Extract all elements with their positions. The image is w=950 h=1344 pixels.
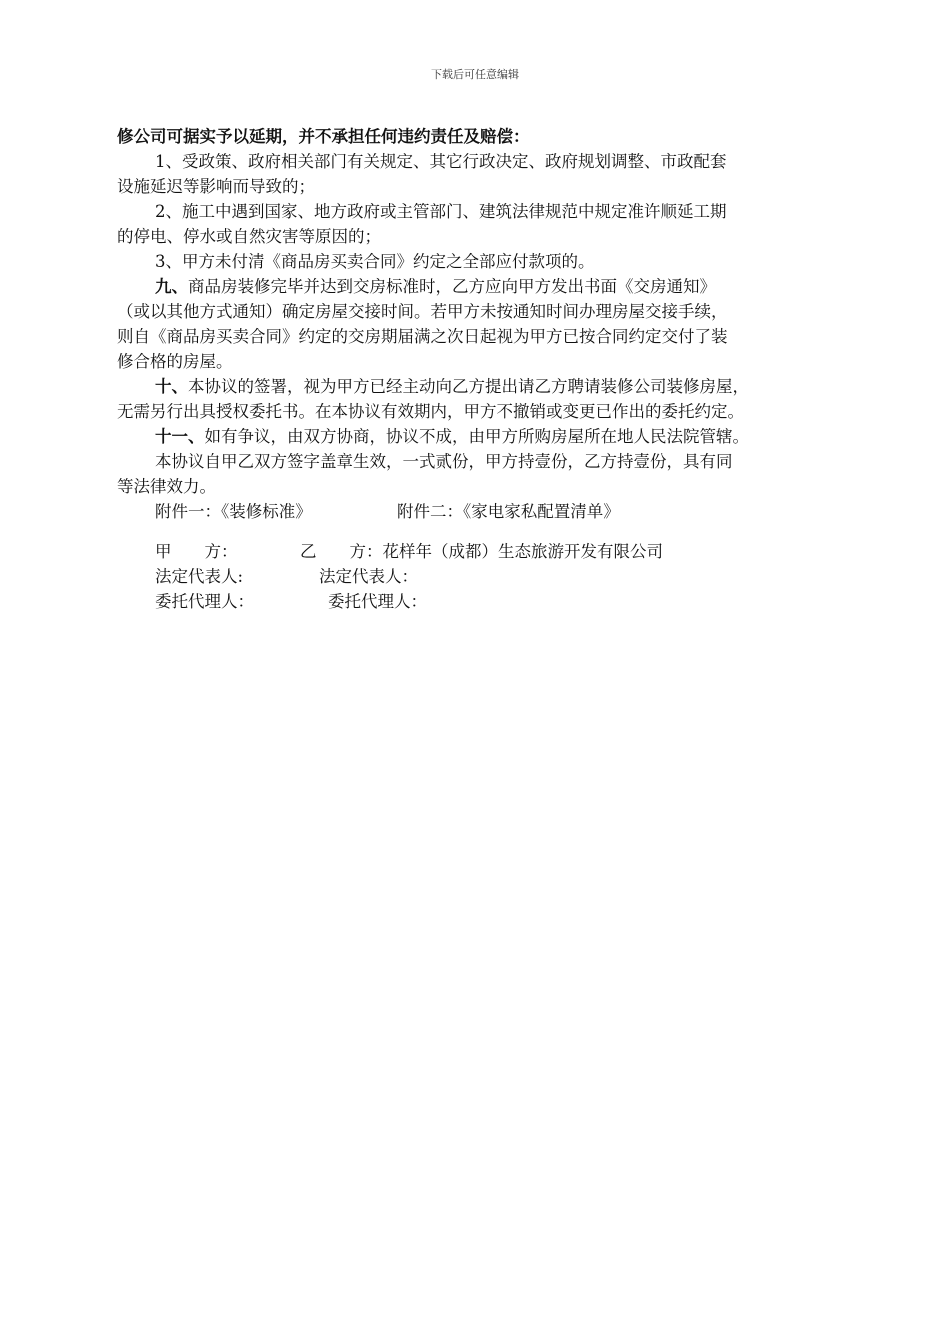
document-body xyxy=(117,124,839,614)
agent-row xyxy=(117,589,839,614)
party-b-legal-rep: 法定代表人： xyxy=(319,567,418,586)
party-a-label: 甲 方： xyxy=(155,542,238,561)
header-note: 下载后可任意编辑 xyxy=(431,68,519,81)
party-row xyxy=(117,539,839,564)
party-b-agent: 委托代理人： xyxy=(328,592,427,611)
section-10-line-2: 无需另行出具授权委托书。在本协议有效期内，甲方不撤销或变更已作出的委托约定。 xyxy=(117,402,744,421)
item-1-line-1: 1、受政策、政府相关部门有关规定、其它行政决定、政府规划调整、市政配套 xyxy=(155,152,727,171)
party-a-agent: 委托代理人： xyxy=(155,592,254,611)
final-clause-line-1: 本协议自甲乙双方签字盖章生效，一式贰份，甲方持壹份，乙方持壹份，具有同 xyxy=(155,452,733,471)
section-9-line-3: 则自《商品房买卖合同》约定的交房期届满之次日起视为甲方已按合同约定交付了装 xyxy=(117,327,728,346)
section-9-line-4: 修合格的房屋。 xyxy=(117,352,233,371)
final-clause-line-2: 等法律效力。 xyxy=(117,477,216,496)
party-b-label: 乙 方：花样年（成都）生态旅游开发有限公司 xyxy=(300,542,663,561)
section-10-line-1 xyxy=(117,374,839,399)
item-2-line-1: 2、施工中遇到国家、地方政府或主管部门、建筑法律规范中规定准许顺延工期 xyxy=(155,202,727,221)
section-9-line-2: （或以其他方式通知）确定房屋交接时间。若甲方未按通知时间办理房屋交接手续， xyxy=(117,302,728,321)
section-9-number: 九、 xyxy=(155,277,188,296)
continued-clause: 修公司可据实予以延期，并不承担任何违约责任及赔偿： xyxy=(117,127,530,146)
section-9-line-1 xyxy=(117,274,839,299)
section-9-text: 商品房装修完毕并达到交房标准时，乙方应向甲方发出书面《交房通知》 xyxy=(188,277,716,296)
attachment-1: 附件一：《装修标准》 xyxy=(155,502,312,521)
section-10-text: 本协议的签署，视为甲方已经主动向乙方提出请乙方聘请装修公司装修房屋， xyxy=(188,377,749,396)
legal-rep-row xyxy=(117,564,839,589)
section-10-number: 十、 xyxy=(155,377,188,396)
attachment-2: 附件二：《家电家私配置清单》 xyxy=(397,502,620,521)
section-11-number: 十一、 xyxy=(155,427,205,446)
section-11-text: 如有争议，由双方协商，协议不成，由甲方所购房屋所在地人民法院管辖。 xyxy=(204,427,749,446)
item-3: 3、甲方未付清《商品房买卖合同》约定之全部应付款项的。 xyxy=(155,252,595,271)
party-a-legal-rep: 法定代表人: xyxy=(155,567,244,586)
section-11 xyxy=(117,424,839,449)
item-1-line-2: 设施延迟等影响而导致的； xyxy=(117,177,315,196)
item-2-line-2: 的停电、停水或自然灾害等原因的； xyxy=(117,227,381,246)
attachments-row xyxy=(117,499,839,524)
